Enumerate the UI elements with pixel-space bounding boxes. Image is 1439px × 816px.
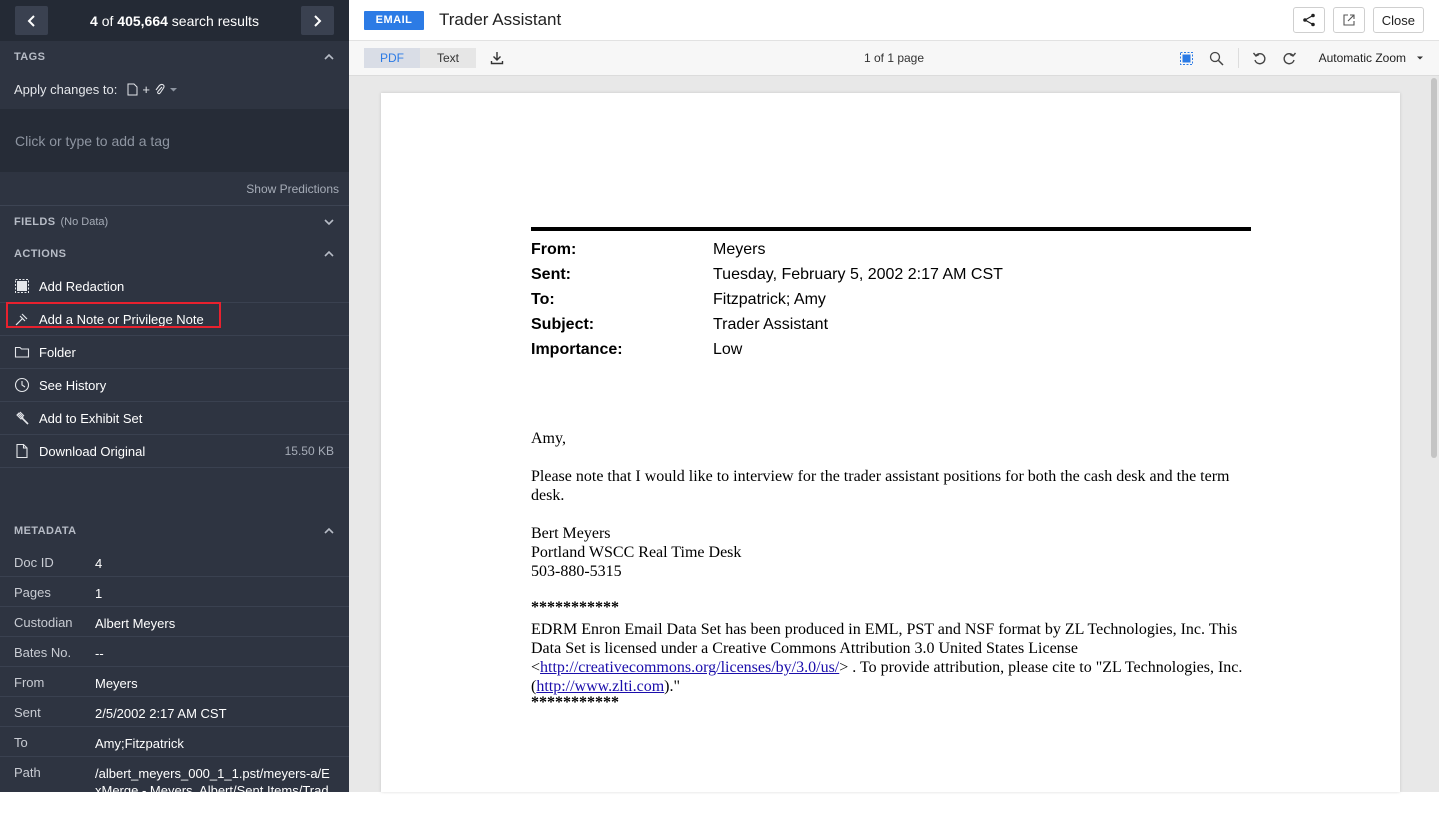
result-current: 4: [90, 12, 98, 29]
email-body: [531, 429, 1261, 712]
see-history-action[interactable]: [0, 369, 349, 402]
chevron-up-icon: [323, 51, 335, 63]
chevron-down-icon: [323, 216, 335, 228]
download-original-action[interactable]: [0, 435, 349, 468]
email-field-value: Trader Assistant: [713, 315, 829, 333]
rotate-left-button[interactable]: [1245, 51, 1275, 66]
document-title: Trader Assistant: [439, 10, 562, 29]
email-field-row: [531, 263, 1003, 288]
metadata-key: Sent: [14, 705, 41, 720]
scrollbar-thumb[interactable]: [1431, 78, 1437, 458]
email-field-value: Fitzpatrick; Amy: [713, 290, 826, 308]
plus-icon: +: [142, 81, 150, 97]
metadata-value: 4: [95, 556, 103, 571]
file-icon: [14, 443, 30, 459]
email-body-text: Please note that I would like to interview for the trader assistant positions for both the cash desk and the term desk.: [531, 468, 1230, 504]
share-button[interactable]: [1293, 7, 1325, 33]
viewer-tools: [1172, 48, 1424, 68]
metadata-heading: METADATA: [14, 525, 77, 537]
fields-subheading: (No Data): [60, 216, 109, 228]
add-redaction-action[interactable]: [0, 270, 349, 303]
share-icon: [1302, 13, 1316, 27]
tab-pdf[interactable]: [364, 48, 420, 68]
search-results-nav: [0, 0, 349, 41]
viewer-toolbar: [349, 41, 1439, 76]
metadata-row: [0, 757, 349, 816]
close-button[interactable]: [1373, 7, 1424, 33]
zlti-link[interactable]: http://www.zlti.com: [536, 678, 665, 695]
email-field-value: Tuesday, February 5, 2002 2:17 AM CST: [713, 266, 1003, 284]
fields-section-header[interactable]: [0, 206, 349, 238]
metadata-value: 2/5/2002 2:17 AM CST: [95, 706, 227, 721]
folder-icon: [14, 344, 30, 360]
email-field-row: [531, 238, 1003, 263]
cc-license-link[interactable]: http://creativecommons.org/licenses/by/3.0/us/: [540, 659, 840, 676]
result-total: 405,664: [117, 12, 168, 29]
note-icon: [14, 311, 30, 327]
email-header: [531, 238, 1003, 362]
metadata-value: --: [95, 646, 104, 661]
metadata-row: [0, 637, 349, 667]
metadata-key: Bates No.: [14, 645, 72, 660]
tab-text-label: Text: [436, 51, 459, 65]
metadata-key: Path: [14, 765, 41, 780]
metadata-row: [0, 697, 349, 727]
signature-name: Bert Meyers: [531, 525, 611, 542]
rotate-right-icon: [1282, 51, 1297, 66]
footer-part: ).": [664, 678, 681, 695]
metadata-table: [0, 547, 349, 816]
sidebar: [0, 0, 349, 815]
doc-type-badge: EMAIL: [364, 11, 424, 30]
tags-heading: TAGS: [14, 51, 46, 63]
file-size: 15.50 KB: [284, 444, 334, 458]
separator-stars: ***********: [531, 694, 619, 711]
metadata-row: [0, 547, 349, 577]
metadata-value: Meyers: [95, 676, 138, 691]
scrollbar[interactable]: [1429, 76, 1439, 792]
metadata-value: /albert_meyers_000_1_1.pst/meyers-a/ExMerge - Meyers, Albert/Sent Items/Trader Assistant.msg: [95, 766, 330, 815]
footer-part: > . To provide attribution, please cite to "ZL Technologies, Inc. (: [531, 659, 1243, 695]
gavel-icon: [14, 410, 30, 426]
caret-down-icon: [169, 85, 178, 94]
tags-section-header[interactable]: [0, 41, 349, 73]
metadata-row: [0, 607, 349, 637]
chevron-up-icon: [323, 248, 335, 260]
zoom-select[interactable]: [1319, 51, 1424, 65]
email-field-row: [531, 312, 1003, 337]
search-icon: [1209, 51, 1224, 66]
metadata-value: 1: [95, 586, 103, 601]
toolbar-divider: [1238, 48, 1239, 68]
download-icon[interactable]: [490, 51, 504, 65]
action-label: Add Redaction: [39, 278, 125, 294]
footer-text: [531, 620, 1261, 696]
apply-changes-label: Apply changes to:: [14, 81, 118, 97]
result-suffix: search results: [171, 12, 259, 29]
tag-input-placeholder: Click or type to add a tag: [15, 132, 170, 149]
tab-pdf-label: PDF: [380, 51, 404, 65]
action-label: See History: [39, 377, 107, 393]
header-rule: [531, 227, 1251, 231]
add-note-action[interactable]: [0, 303, 349, 336]
rotate-right-button[interactable]: [1275, 51, 1305, 66]
document-header: [349, 0, 1439, 41]
show-predictions-link[interactable]: [0, 172, 349, 206]
tab-text[interactable]: [420, 48, 476, 68]
redaction-icon: [14, 278, 30, 294]
pdf-page: [381, 93, 1400, 792]
email-field-key: Subject:: [531, 315, 595, 333]
metadata-key: Pages: [14, 585, 51, 600]
metadata-value: Albert Meyers: [95, 616, 176, 631]
metadata-key: Doc ID: [14, 555, 54, 570]
folder-action[interactable]: [0, 336, 349, 369]
metadata-key: To: [14, 735, 28, 750]
fields-heading: FIELDS: [14, 216, 56, 228]
result-counter: [90, 13, 259, 29]
metadata-row: [0, 577, 349, 607]
email-greeting: Amy,: [531, 430, 566, 447]
paperclip-icon: [154, 83, 165, 96]
caret-down-icon: [1416, 54, 1424, 62]
previous-result-button[interactable]: [15, 6, 48, 35]
rotate-left-icon: [1252, 51, 1267, 66]
action-label: Download Original: [39, 443, 146, 459]
action-label: Add to Exhibit Set: [39, 410, 143, 426]
close-label: Close: [1381, 12, 1415, 28]
select-region-button[interactable]: [1172, 51, 1202, 66]
signature-phone: 503-880-5315: [531, 563, 622, 580]
selection-icon: [1179, 51, 1194, 66]
tag-input[interactable]: [0, 109, 349, 172]
actions-section-header[interactable]: [0, 238, 349, 270]
email-field-row: [531, 288, 1003, 313]
email-field-key: To:: [531, 290, 555, 308]
external-link-icon: [1342, 13, 1356, 27]
email-field-key: Importance:: [531, 340, 623, 358]
next-result-button[interactable]: [301, 6, 334, 35]
footer-part: EDRM Enron Email Data Set has been produced in EML, PST and NSF format by ZL Technologies, Inc. This Data Set is licensed under a Creative Commons Attribution 3.0 United States License <: [531, 621, 1238, 676]
metadata-section-header[interactable]: [0, 515, 349, 547]
email-field-key: Sent:: [531, 266, 571, 284]
email-field-value: Low: [713, 340, 743, 358]
separator-stars: ***********: [531, 599, 619, 616]
apply-target-dropdown[interactable]: [127, 82, 178, 97]
zoom-value: Automatic Zoom: [1318, 51, 1406, 65]
email-field-row: [531, 337, 1003, 362]
action-label: Folder: [39, 344, 76, 360]
apply-changes-row: [0, 73, 349, 105]
metadata-value: Amy;Fitzpatrick: [95, 736, 184, 751]
result-of: of: [101, 12, 114, 29]
chevron-left-icon: [25, 14, 39, 28]
email-field-key: From:: [531, 241, 577, 259]
add-to-exhibit-set-action[interactable]: [0, 402, 349, 435]
metadata-row: [0, 667, 349, 697]
metadata-key: From: [14, 675, 45, 690]
document-icon: [127, 83, 138, 96]
actions-heading: ACTIONS: [14, 248, 67, 260]
page-count: 1 of 1 page: [863, 51, 925, 65]
metadata-row: [0, 727, 349, 757]
document-viewer: [349, 0, 1439, 792]
clock-icon: [14, 377, 30, 393]
action-label: Add a Note or Privilege Note: [39, 311, 204, 327]
email-field-value: Meyers: [713, 241, 766, 259]
open-external-button[interactable]: [1333, 7, 1365, 33]
metadata-key: Custodian: [14, 615, 73, 630]
show-predictions-label: Show Predictions: [246, 181, 339, 196]
signature-desk: Portland WSCC Real Time Desk: [531, 544, 742, 561]
chevron-right-icon: [310, 14, 324, 28]
chevron-up-icon: [323, 525, 335, 537]
search-button[interactable]: [1202, 51, 1232, 66]
